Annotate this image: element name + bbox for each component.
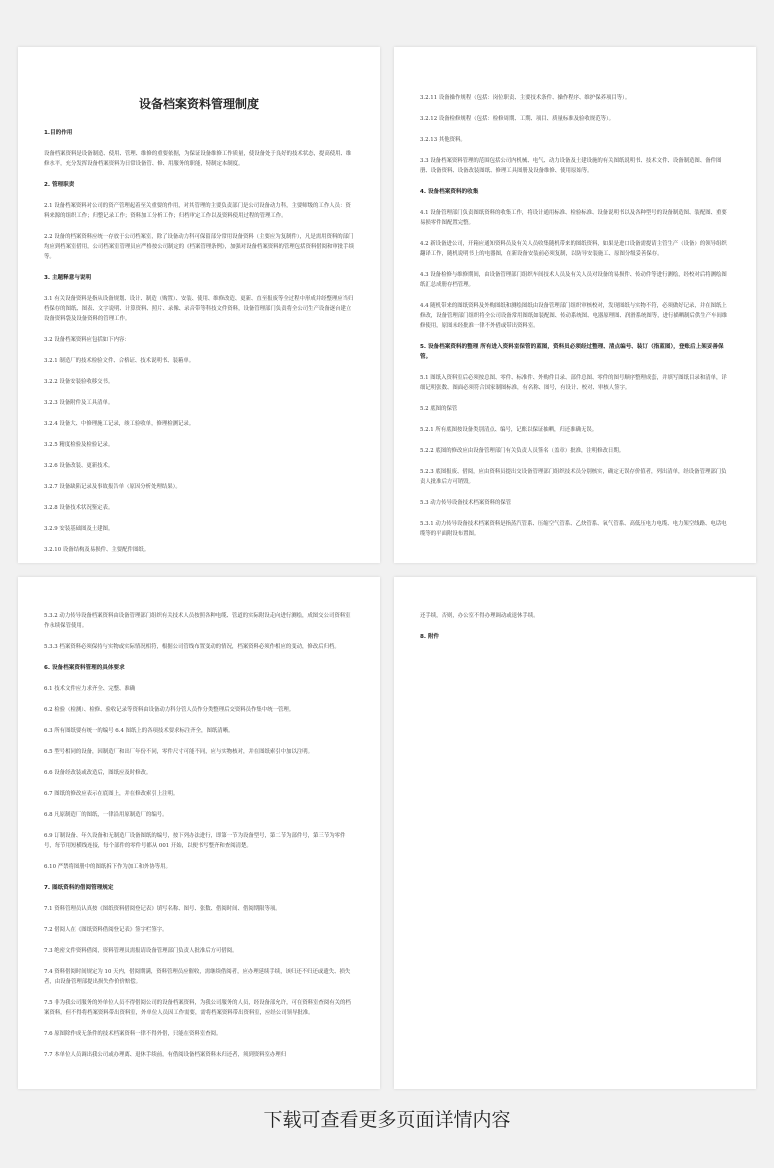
body-paragraph: 3.2.8 设备技术状况鉴定表。 (44, 505, 114, 511)
section-heading: 1.目的作用 (44, 130, 73, 136)
download-more-footer[interactable]: 下载可查看更多页面详情内容 (263, 1109, 511, 1131)
body-paragraph: 3.2.4 设备大、中修理施工记录，竣工验收单，修理检测记录。 (44, 421, 195, 427)
document-page-2 (394, 47, 756, 563)
section-heading: 8. 附件 (420, 634, 440, 640)
body-paragraph: 3.2.5 精度检验及检验记录。 (44, 442, 114, 448)
body-paragraph: 5.3.1 动力传导设备技术档案资料是指蒸汽管系、压缩空气管系、乙炔管系、氧气管系、高低压电力电缆、电力架空线路、电话电缆等的平面附设布置图。 (420, 521, 727, 537)
body-paragraph: 7.7 本单位人员调出我公司或办理离、退休手续前，有借阅设备档案资料未归还者，须到资料室办理归 (44, 1052, 287, 1058)
section-heading: 5. 设备档案资料的整理 所有进入资料室保管的蓝图，资料员必须经过整理、清点编号、装订（指蓝图），登账后上架妥善保管。 (420, 344, 724, 360)
body-paragraph: 6.5 型号相同的设备，因制造厂和出厂年份不同，零件尺寸可能不同，应与实物核对，并在图纸索引中加以注明。 (44, 749, 314, 755)
body-paragraph: 3.2.2 设备安装验收移交书。 (44, 379, 114, 385)
body-paragraph: 5.3 动力传导设备技术档案资料的保管 (420, 500, 512, 506)
body-paragraph: 6.8 凡原制造厂的图纸，一律沿用原制造厂的编号。 (44, 812, 168, 818)
body-paragraph: 5.3.3 档案资料必须保持与实物或实际情况相符，根据公司管线布置变动的情况，档案资料必须作相应的变动，修改后归档。 (44, 644, 340, 650)
body-paragraph: 7.3 绝密文件资料借阅，资料管理员需报请设备管理部门负责人批准后方可借阅。 (44, 948, 238, 954)
body-paragraph: 7.4 资料借阅时间规定为 10 天内，借阅期满，资料管理员应催收，需继续借阅者，应办理延续手续，该归还不归还或遗失、损失者，由设备管理部提出损失作价价赔偿。 (44, 969, 351, 985)
body-paragraph: 5.1 图纸入资料室后必须按总图、零件、标准件、外购件目录、部件总图、零件的图号顺序整理成套，并填写图纸目录和清单，详细记明张数、图面必须符合国家制图标准，有名称、图号，有设计、校对、审核人签字。 (420, 375, 727, 391)
body-paragraph: 5.3.2 动力传导设备档案资料由设备管理部门组织有关技术人员按照各种电缆、管道的实际附设走向进行测绘，成图交公司资料室作永续保管使用。 (44, 613, 351, 629)
body-paragraph: 3.2.12 设备检修规程（包括：检修周期、工期、项目、质量标准及验收规范等）。 (420, 116, 615, 122)
body-paragraph: 3.2.7 设备缺陷记录及事故报告单（原因分析处理结果）。 (44, 484, 181, 490)
section-heading: 4. 设备档案资料的收集 (420, 189, 479, 195)
section-heading: 6. 设备档案资料管理的具体要求 (44, 665, 125, 671)
body-paragraph: 7.1 资料管理员认真按《图纸资料借阅登记表》填写名称、图号、张数、借阅时间、借阅期限等项。 (44, 906, 281, 912)
body-paragraph: 6.10 严禁将图册中的图纸拆下作为加工和外协等用。 (44, 864, 171, 870)
body-paragraph: 6.3 所有图纸要有统一的编号 6.4 图纸上的各项技术要求标注齐全，图纸清晰。 (44, 728, 234, 734)
body-paragraph: 7.5 非为我公司服务的外单位人员不得借阅公司的设备档案资料，为我公司服务的人员，经设备部允许，可在资料室查阅有关的档案资料，但不得将档案资料带出资料室，外单位人员因工作需要，需将档案资料带出资料室，应经公司领导批准。 (44, 1000, 351, 1016)
body-paragraph: 4.4 随机带来的图纸资料及外购图纸和测绘图纸由设备管理部门组织审核校对，发现图纸与实物不符，必须做好记录，并在图纸上修改，设备管理部门组织将全公司设备常用图纸如装配图、传动系统图、电器原理图、润滑系统图等，进行描晒制后供生产车间维修使用，原图未经批准一律不外借或带出资料室。 (420, 303, 728, 329)
body-paragraph: 6.9 订制设备、年久设备和无制造厂设备图纸的编号，按下列办法进行，即第一节为设备型号，第二节为部件号，第三节为零件号，每节用短横线连接，每个部件的零件号都从 001 开始，以便书写整齐和查阅清楚。 (44, 833, 346, 849)
body-paragraph: 5.2.2 底图的修改应由设备管理部门有关负责人员签名（盖章）批准，注明修改日期。 (420, 448, 625, 454)
document-title: 设备档案资料管理制度 (138, 97, 259, 111)
body-paragraph: 3.2.11 设备操作规程（包括：岗位职责、主要技术条件、操作程序、维护保养项目等）。 (420, 95, 631, 101)
body-paragraph: 3.2.13 其他资料。 (420, 137, 466, 143)
body-paragraph: 2.2 设备的档案资料应统一存放于公司档案室，除了设备动力科可保留部分常用设备资料（主要应为复制件），凡是需用资料的部门均应到档案室借用，公司档案室管理员应严格按公司制定的《档案管理条例》，加强对设备档案资料的管理包括资料借阅和审批手续等。 (44, 234, 354, 260)
body-paragraph: 3.2.6 设备改装、更新技术。 (44, 463, 114, 469)
section-heading: 7. 图纸资料的借阅管理规定 (44, 885, 114, 891)
body-paragraph: 7.6 原图除作成无条件的技术档案资料一律不得外借，只能在资料室查阅。 (44, 1031, 222, 1037)
body-paragraph: 3.2.3 设备附件及工具清单。 (44, 400, 114, 406)
document-page-3 (18, 577, 380, 1089)
section-heading: 3. 主题释意与说明 (44, 275, 92, 281)
body-paragraph: 3.2 设备档案资料应包括如下内容： (44, 337, 130, 343)
body-paragraph: 6.1 技术文件应力求齐全、完整、准确 (44, 686, 136, 692)
document-page-4 (394, 577, 756, 1089)
body-paragraph: 2.1 设备档案资料对公司的资产管理起着至关重要的作用，对其管理的主要负责部门是公司设备动力科，主要师级的工作人员：资料来源的组织工作；归整记录工作；资料加工分析工作；归档审定工作以及资料使用过程的管理工作。 (44, 203, 351, 219)
body-paragraph: 还手续，否则，办公室不得办理调动或退休手续。 (420, 613, 539, 619)
body-paragraph: 3.2.1 制造厂的技术检验文件、合格证、技术说明书、装箱单。 (44, 358, 195, 364)
body-paragraph: 3.1 有关设备资料是指从设备规划、设计、制造（购置）、安装、使用、维修改造、更新、直至报废等全过程中形成并经整理应当归档保存的图纸、图表、文字说明、计算资料、照片、录像、录音带等科技文件资料，设备管理部门负责将全公司生产设备逐台建立设备资料袋及设备资料的管理工作。 (44, 296, 354, 322)
section-heading: 2. 管理职责 (44, 182, 75, 188)
body-paragraph: 3.2.9 安装基础图及土建图。 (44, 526, 114, 532)
body-paragraph: 7.2 借阅人在《图纸资料借阅登记表》签字栏签字。 (44, 927, 168, 933)
body-paragraph: 6.2 检验（检测）、检修、验收记录等资料由设备动力科分管人员作分类整理后交资料员作集中统一管理。 (44, 707, 295, 713)
body-paragraph: 6.7 图纸的修改应表示在底图上，并在修改索引上注明。 (44, 791, 179, 797)
body-paragraph: 4.2 新设备进公司，开箱应通知资料员及有关人员收集随机带来的图纸资料，如果是进口设备需提请主管生产（设备）的领导组织翻译工作，随机说明书上的电器图，在新设备安装前必须复制，以防导安装施工、原图分级妥善保存。 (420, 241, 727, 257)
body-paragraph: 5.2 底图的保管 (420, 406, 458, 412)
body-paragraph: 5.2.3 底图报废、借阅，应由资料员提出交设备管理部门组织技术员分别核实，确定无误存价值者，列出清单，经设备管理部门负责人批准后方可销毁。 (420, 469, 727, 485)
body-paragraph: 5.2.1 所有底图按设备类别清点、编号，记账以保证抽晒，归还准确无误。 (420, 427, 598, 433)
body-paragraph: 3.3 设备档案资料管理的范围包括公司内机械、电气、动力设备及土建设施的有关图纸说明书、技术文件、设备制造图、备件图册、设备资料、设备改装图纸、修理工具图册及设备维修、使用原始等。 (420, 158, 722, 174)
body-paragraph: 4.1 设备管理部门负责图纸资料的收集工作，将设计通用标准、检验标准、设备说明书以及各种型号的设备制造图、装配图、重要易损零件图配置完整。 (420, 210, 727, 226)
document-page-1 (18, 47, 380, 563)
body-paragraph: 设备档案资料是设备制造、使用、管理、维修的重要依据，为保证设备维修工作质量，使设备处于良好的技术状态，提高使用、维修水平，充分发挥设备档案资料为日常设备管、修、用服务的职能，特制定本制度。 (44, 151, 352, 167)
body-paragraph: 3.2.10 设备结构及易损件、主要配件图纸。 (44, 547, 150, 553)
body-paragraph: 6.6 设备经改装或改造后，图纸应及时修改。 (44, 770, 152, 776)
body-paragraph: 4.3 设备检修与维修期间，由设备管理部门组织车间技术人员及有关人员对设备的易损件、传动件等进行测绘，经校对后将测绘图纸汇总成册存档管理。 (420, 272, 727, 288)
